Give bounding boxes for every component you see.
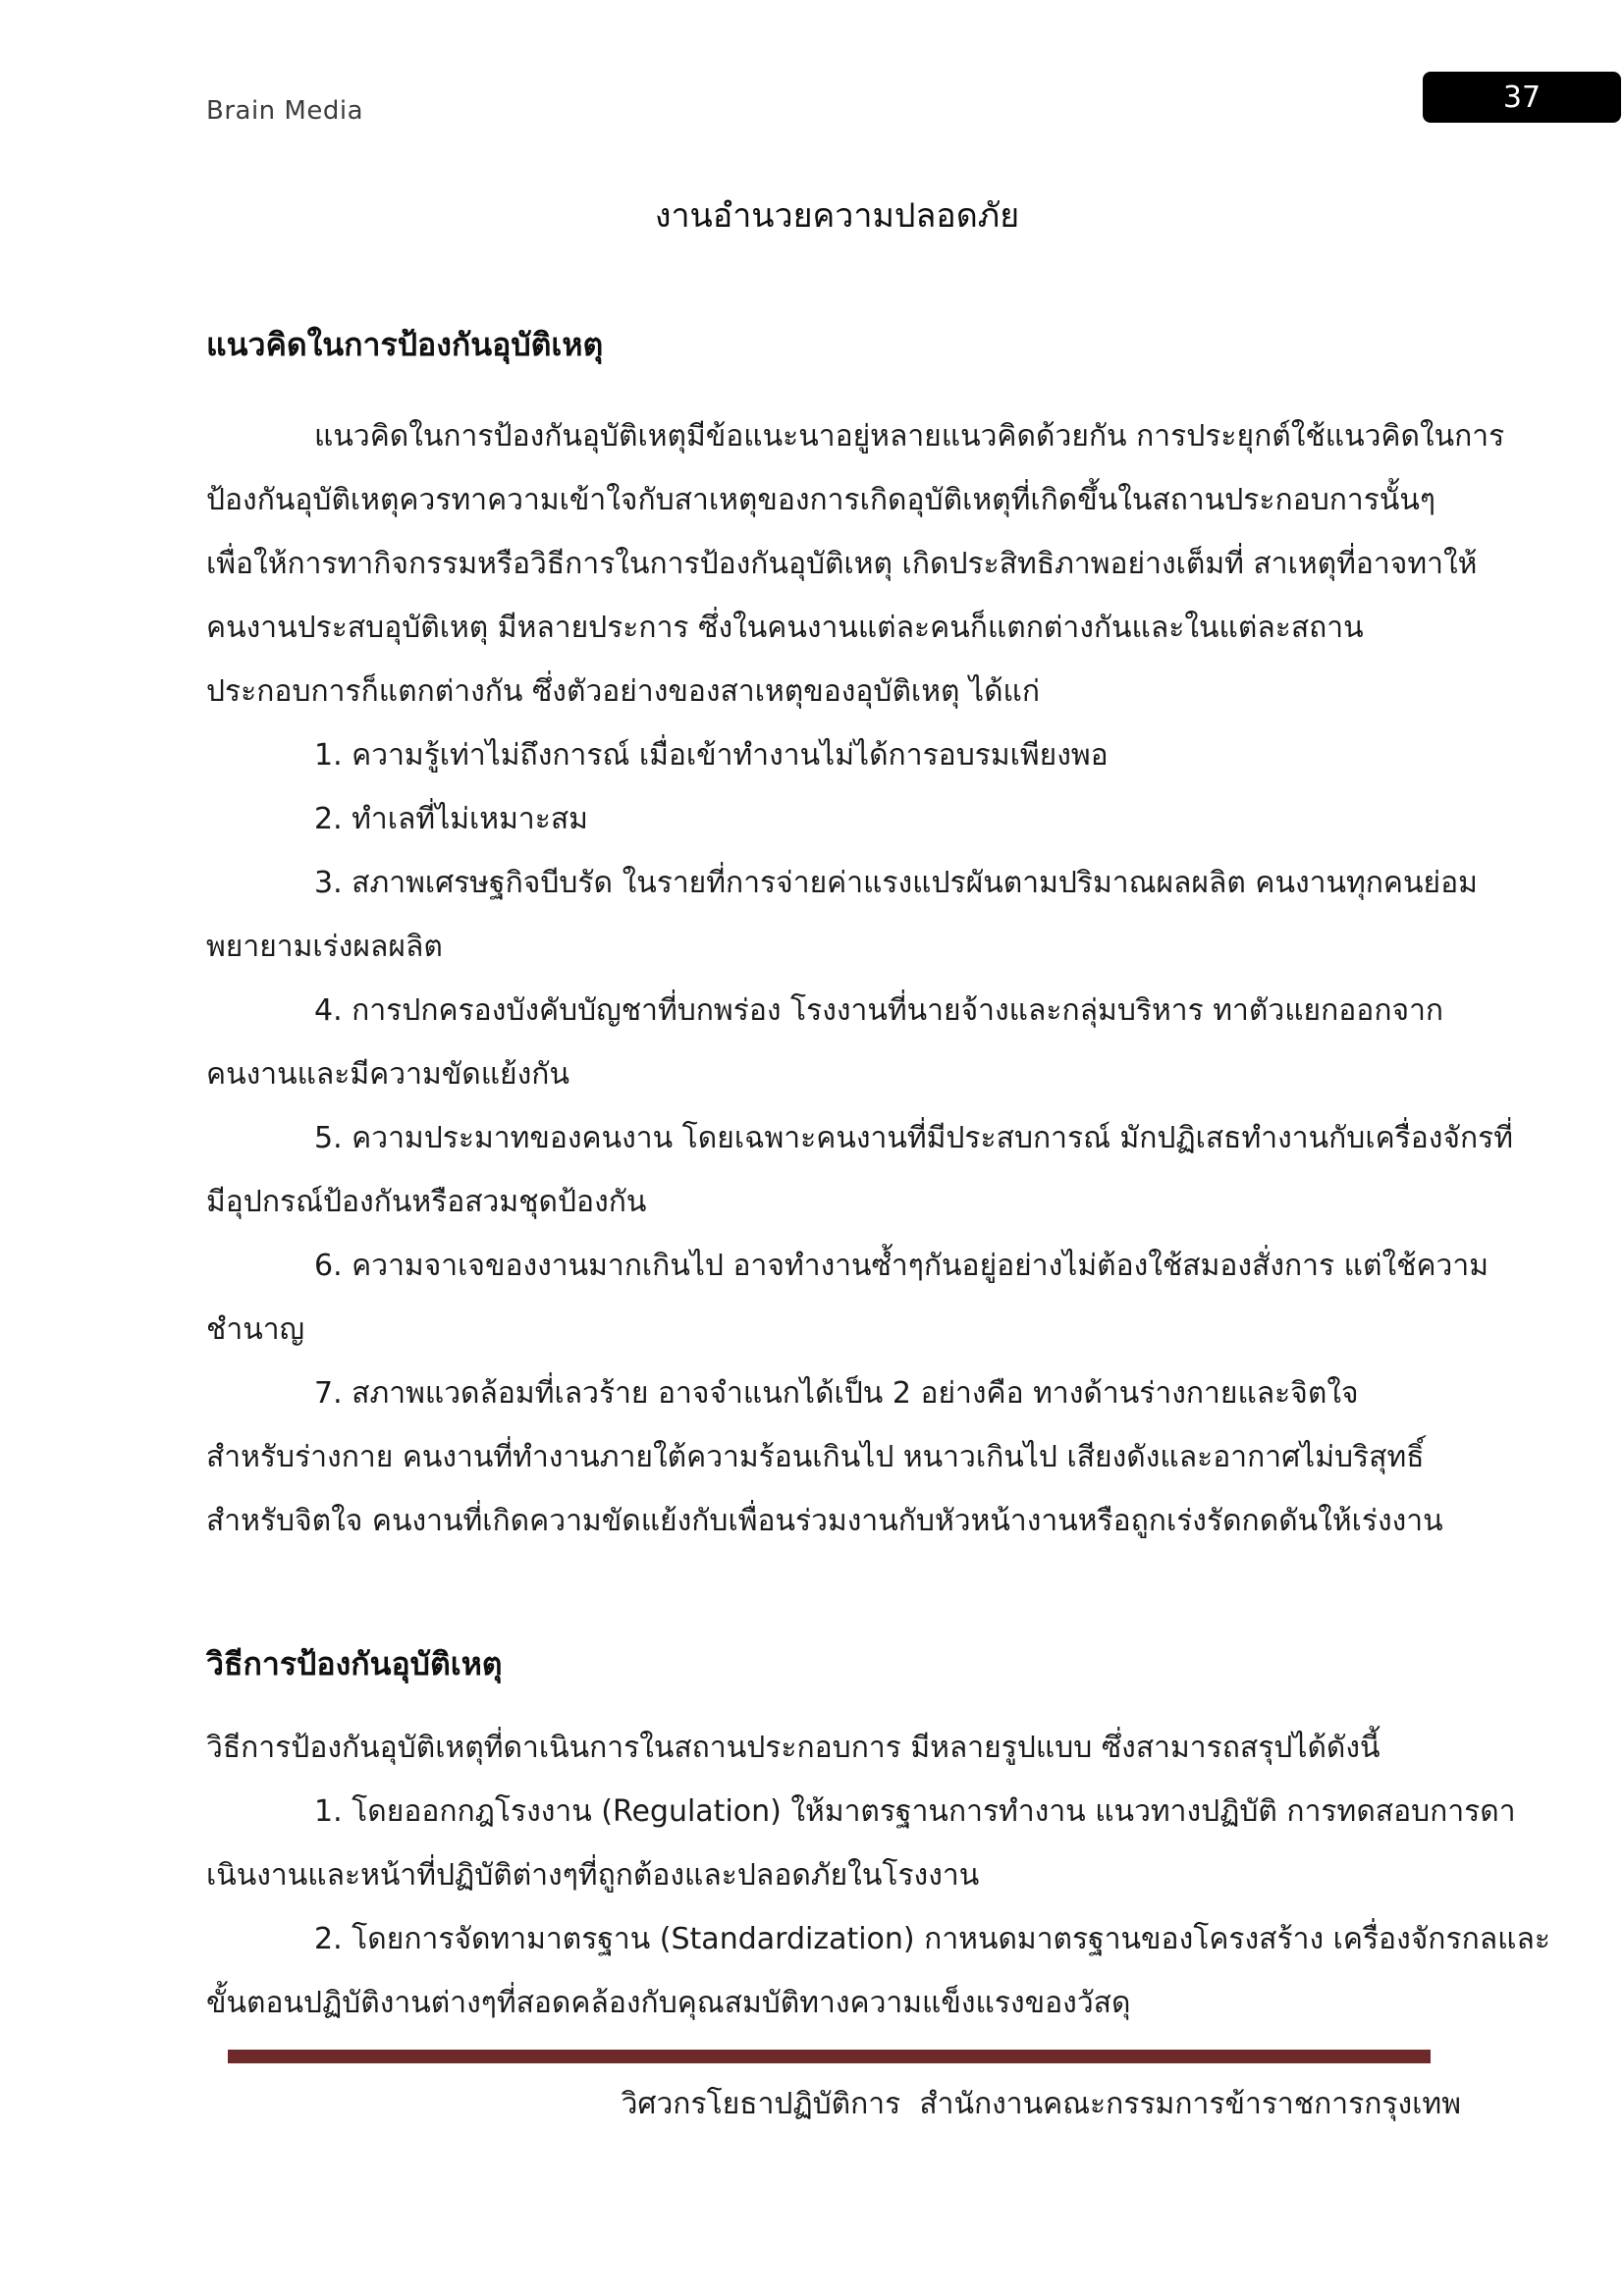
brand-label: Brain Media: [206, 96, 364, 126]
document-body: [206, 322, 1550, 2035]
paragraph-line: เพื่อให้การทากิจกรรมหรือวิธีการในการป้องกันอุบัติเหตุ เกิดประสิทธิภาพอย่างเต็มที่ สาเหตุที่อาจทาให้: [206, 547, 1478, 581]
page-number-badge: [1423, 72, 1621, 123]
section1-heading: แนวคิดในการป้องกันอุบัติเหตุ: [206, 326, 604, 363]
paragraph-line: ป้องกันอุบัติเหตุควรทาความเข้าใจกับสาเหตุของการเกิดอุบัติเหตุที่เกิดขึ้นในสถานประกอบการนั้นๆ: [206, 483, 1436, 517]
list-item-7: 7. สภาพแวดล้อมที่เลวร้าย อาจจำแนกได้เป็น 2 อย่างคือ ทางด้านร่างกายและจิตใจ: [314, 1376, 1359, 1411]
section2-heading: วิธีการป้องกันอุบัติเหตุ: [206, 1645, 503, 1682]
list-item-1-cont: เนินงานและหน้าที่ปฏิบัติต่างๆที่ถูกต้องและปลอดภัยในโรงงาน: [206, 1858, 980, 1893]
paragraph-line: วิธีการป้องกันอุบัติเหตุที่ดาเนินการในสถานประกอบการ มีหลายรูปแบบ ซึ่งสามารถสรุปได้ดังนี้: [206, 1731, 1380, 1765]
list-item-4: 4. การปกครองบังคับบัญชาที่บกพร่อง โรงงานที่นายจ้างและกลุ่มบริหาร ทาตัวแยกออกจาก: [314, 993, 1444, 1028]
list-item-2: 2. โดยการจัดทามาตรฐาน (Standardization) กาหนดมาตรฐานของโครงสร้าง เครื่องจักรกลและ: [314, 1922, 1550, 1956]
footer-divider: [228, 2050, 1431, 2063]
list-item-7-cont: สำหรับจิตใจ คนงานที่เกิดความขัดแย้งกับเพื่อนร่วมงานกับหัวหน้างานหรือถูกเร่งรัดกดดันให้เร่งงาน: [206, 1504, 1443, 1538]
list-item-6-cont: ชำนาญ: [206, 1312, 305, 1347]
list-item-2: 2. ทำเลที่ไม่เหมาะสม: [314, 802, 588, 836]
page-number: 37: [1502, 80, 1542, 115]
list-item-5: 5. ความประมาทของคนงาน โดยเฉพาะคนงานที่มีประสบการณ์ มักปฏิเสธทำงานกับเครื่องจักรที่: [314, 1121, 1514, 1155]
paragraph-line: คนงานประสบอุบัติเหตุ มีหลายประการ ซึ่งในคนงานแต่ละคนก็แตกต่างกันและในแต่ละสถาน: [206, 611, 1364, 645]
paragraph-line: แนวคิดในการป้องกันอุบัติเหตุมีข้อแนะนาอยู่หลายแนวคิดด้วยกัน การประยุกต์ใช้แนวคิดในการ: [314, 419, 1505, 454]
paragraph-line: ประกอบการก็แตกต่างกัน ซึ่งตัวอย่างของสาเหตุของอุบัติเหตุ ได้แก่: [206, 674, 1041, 709]
list-item-5-cont: มีอุปกรณ์ป้องกันหรือสวมชุดป้องกัน: [206, 1185, 647, 1219]
list-item-4-cont: คนงานและมีความขัดแย้งกัน: [206, 1057, 569, 1092]
list-item-1: 1. โดยออกกฎโรงงาน (Regulation) ให้มาตรฐานการทำงาน แนวทางปฏิบัติ การทดสอบการดา: [314, 1794, 1516, 1829]
footer-credit: วิศวกรโยธาปฏิบัติการ สำนักงานคณะกรรมการข้าราชการกรุงเทพ: [621, 2087, 1461, 2121]
list-item-7-cont: สำหรับร่างกาย คนงานที่ทำงานภายใต้ความร้อนเกินไป หนาวเกินไป เสียงดังและอากาศไม่บริสุทธิ์: [206, 1440, 1425, 1474]
page-title: งานอำนวยความปลอดภัย: [654, 196, 1020, 236]
list-item-6: 6. ความจาเจของงานมากเกินไป อาจทำงานซ้ำๆกันอยู่อย่างไม่ต้องใช้สมองสั่งการ แต่ใช้ความ: [314, 1249, 1489, 1283]
list-item-2-cont: ขั้นตอนปฏิบัติงานต่างๆที่สอดคล้องกับคุณสมบัติทางความแข็งแรงของวัสดุ: [206, 1986, 1131, 2020]
list-item-3-cont: พยายามเร่งผลผลิต: [206, 930, 443, 964]
list-item-3: 3. สภาพเศรษฐกิจบีบรัด ในรายที่การจ่ายค่าแรงแปรผันตามปริมาณผลผลิต คนงานทุกคนย่อม: [314, 866, 1478, 900]
list-item-1: 1. ความรู้เท่าไม่ถึงการณ์ เมื่อเข้าทำงานไม่ได้การอบรมเพียงพอ: [314, 738, 1109, 773]
